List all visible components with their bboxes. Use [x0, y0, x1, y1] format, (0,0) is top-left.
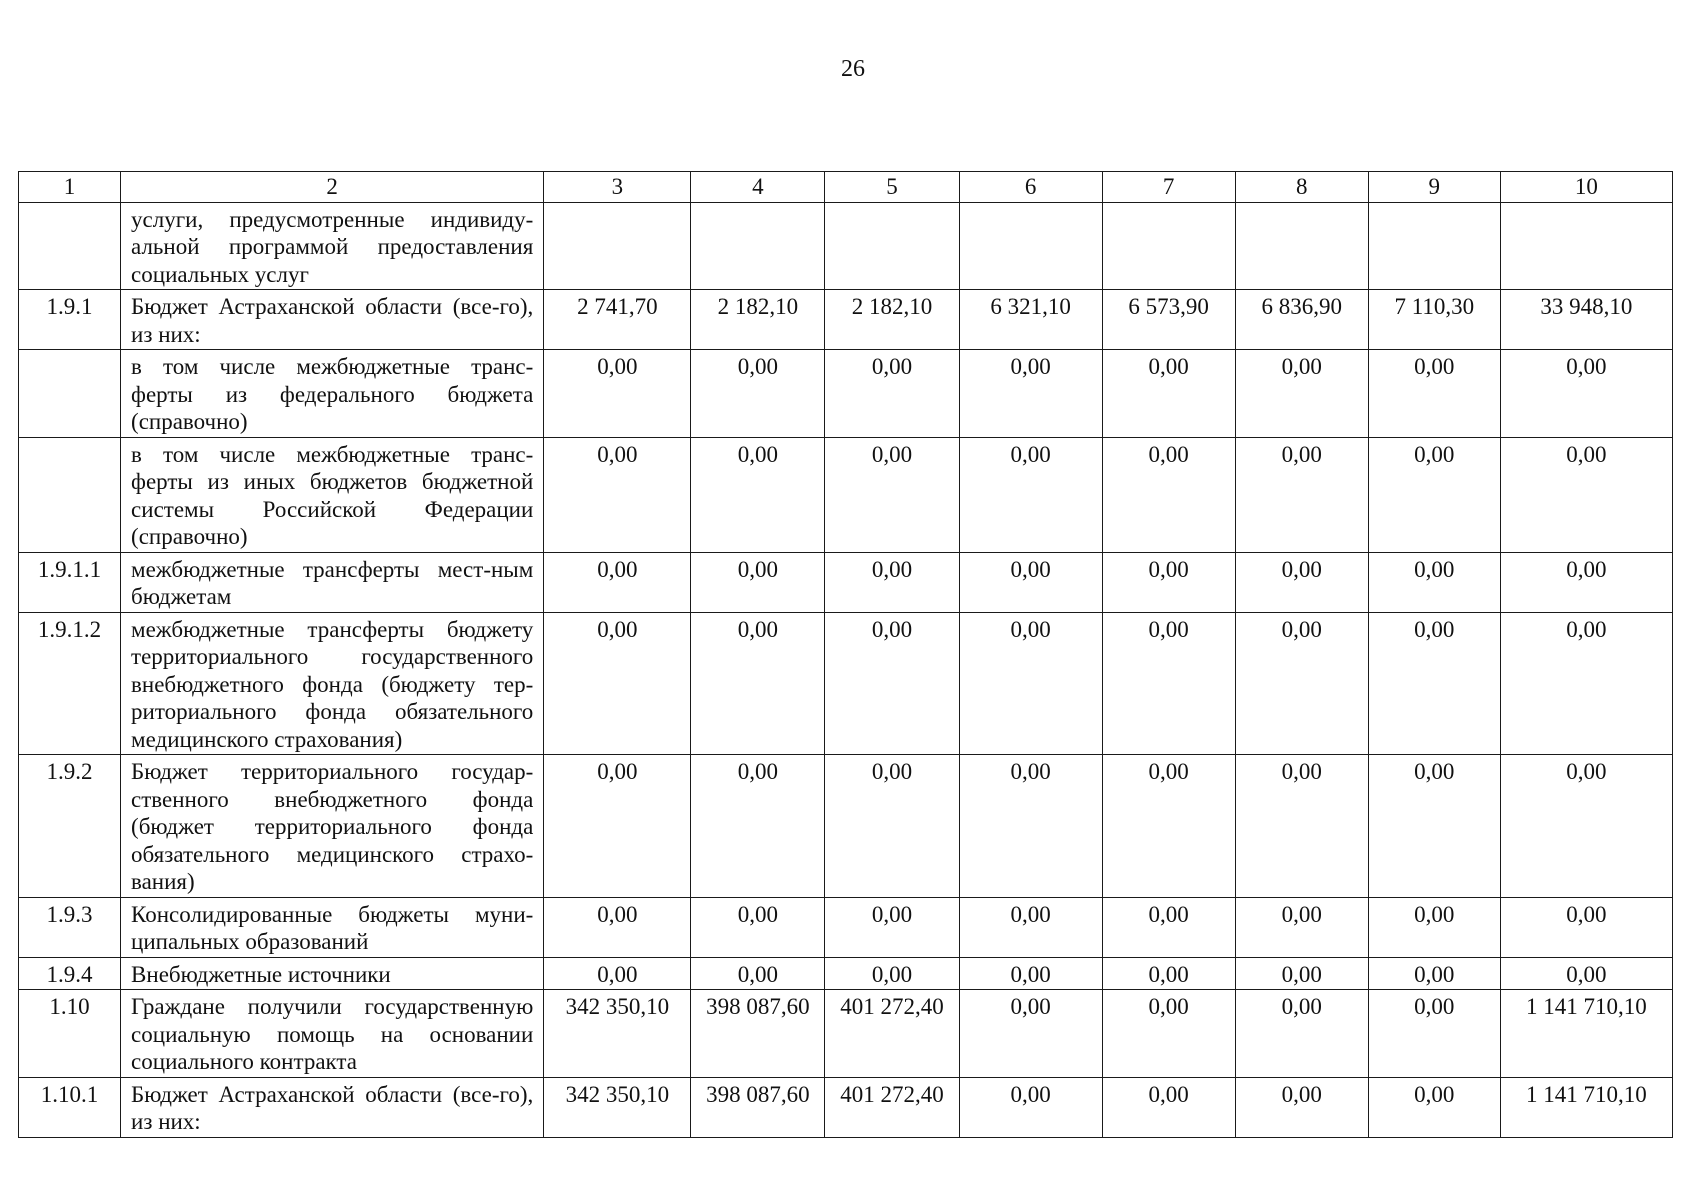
table-row	[19, 957, 1673, 990]
value-cell: 0,00	[1500, 897, 1672, 957]
value-cell: 2 741,70	[544, 290, 691, 350]
value-cell	[959, 202, 1102, 290]
value-cell: 0,00	[544, 437, 691, 552]
value-cell: 0,00	[1500, 957, 1672, 990]
value-cell	[1500, 202, 1672, 290]
value-cell: 0,00	[1368, 755, 1500, 898]
row-name: услуги, предусмотренные индивиду-альной программой предоставления социальных услуг	[121, 202, 544, 290]
table-row	[19, 897, 1673, 957]
value-cell: 0,00	[1102, 755, 1235, 898]
header-cell: 3	[544, 172, 691, 203]
value-cell	[1102, 202, 1235, 290]
header-cell: 2	[121, 172, 544, 203]
value-cell: 0,00	[959, 755, 1102, 898]
value-cell: 401 272,40	[825, 990, 959, 1078]
row-name: в том числе межбюджетные транс-ферты из федерального бюджета (справочно)	[121, 350, 544, 438]
value-cell: 33 948,10	[1500, 290, 1672, 350]
table-row	[19, 755, 1673, 898]
table-row	[19, 290, 1673, 350]
row-name: Бюджет Астраханской области (все-го), из них:	[121, 290, 544, 350]
value-cell: 0,00	[1500, 612, 1672, 755]
value-cell: 0,00	[1102, 437, 1235, 552]
header-cell: 1	[19, 172, 121, 203]
value-cell: 0,00	[544, 897, 691, 957]
row-number: 1.9.3	[19, 897, 121, 957]
value-cell: 1 141 710,10	[1500, 990, 1672, 1078]
value-cell: 0,00	[1235, 1077, 1368, 1137]
value-cell: 6 321,10	[959, 290, 1102, 350]
value-cell: 0,00	[1235, 437, 1368, 552]
value-cell	[1368, 202, 1500, 290]
table-row	[19, 437, 1673, 552]
value-cell: 0,00	[1235, 957, 1368, 990]
value-cell: 0,00	[1500, 552, 1672, 612]
row-name: Внебюджетные источники	[121, 957, 544, 990]
value-cell: 7 110,30	[1368, 290, 1500, 350]
header-cell: 4	[691, 172, 825, 203]
table-row	[19, 990, 1673, 1078]
value-cell: 0,00	[959, 350, 1102, 438]
value-cell: 0,00	[1102, 350, 1235, 438]
value-cell: 0,00	[825, 437, 959, 552]
value-cell: 0,00	[959, 957, 1102, 990]
header-cell: 10	[1500, 172, 1672, 203]
value-cell: 0,00	[691, 897, 825, 957]
value-cell: 0,00	[544, 957, 691, 990]
value-cell: 0,00	[959, 1077, 1102, 1137]
value-cell: 0,00	[1235, 990, 1368, 1078]
value-cell: 2 182,10	[825, 290, 959, 350]
row-name: Консолидированные бюджеты муни-ципальных образований	[121, 897, 544, 957]
row-number: 1.9.1.2	[19, 612, 121, 755]
value-cell: 0,00	[544, 612, 691, 755]
value-cell: 0,00	[691, 612, 825, 755]
value-cell: 0,00	[825, 897, 959, 957]
header-cell: 8	[1235, 172, 1368, 203]
row-number: 1.9.1.1	[19, 552, 121, 612]
value-cell: 0,00	[1368, 990, 1500, 1078]
value-cell	[1235, 202, 1368, 290]
value-cell: 0,00	[1368, 957, 1500, 990]
value-cell: 0,00	[1235, 755, 1368, 898]
value-cell: 0,00	[825, 350, 959, 438]
row-number: 1.10	[19, 990, 121, 1078]
value-cell: 0,00	[691, 552, 825, 612]
value-cell: 0,00	[1235, 552, 1368, 612]
value-cell: 0,00	[1235, 612, 1368, 755]
value-cell: 0,00	[959, 552, 1102, 612]
value-cell: 0,00	[1500, 437, 1672, 552]
value-cell: 0,00	[1368, 612, 1500, 755]
header-cell: 6	[959, 172, 1102, 203]
row-number	[19, 202, 121, 290]
value-cell: 0,00	[1235, 350, 1368, 438]
row-name: в том числе межбюджетные транс-ферты из иных бюджетов бюджетной системы Российской Федерации (справочно)	[121, 437, 544, 552]
table-row	[19, 552, 1673, 612]
value-cell: 0,00	[825, 612, 959, 755]
value-cell: 0,00	[544, 350, 691, 438]
value-cell: 0,00	[959, 990, 1102, 1078]
value-cell: 1 141 710,10	[1500, 1077, 1672, 1137]
value-cell: 0,00	[1368, 897, 1500, 957]
table-row	[19, 350, 1673, 438]
value-cell: 342 350,10	[544, 1077, 691, 1137]
row-number	[19, 437, 121, 552]
row-name: межбюджетные трансферты мест-ным бюджетам	[121, 552, 544, 612]
page-number: 26	[841, 56, 865, 82]
table-row	[19, 1077, 1673, 1137]
row-name: межбюджетные трансферты бюджету территориального государственного внебюджетного фонда (бюджету тер-риториального фонда обязательного медицинского страхования)	[121, 612, 544, 755]
value-cell: 0,00	[825, 552, 959, 612]
value-cell: 2 182,10	[691, 290, 825, 350]
value-cell: 0,00	[1500, 350, 1672, 438]
table-row	[19, 202, 1673, 290]
value-cell: 0,00	[1102, 897, 1235, 957]
value-cell: 0,00	[959, 437, 1102, 552]
value-cell: 0,00	[959, 612, 1102, 755]
value-cell: 0,00	[1368, 1077, 1500, 1137]
header-cell: 7	[1102, 172, 1235, 203]
value-cell: 398 087,60	[691, 1077, 825, 1137]
row-number: 1.9.4	[19, 957, 121, 990]
value-cell: 342 350,10	[544, 990, 691, 1078]
row-name: Бюджет Астраханской области (все-го), из них:	[121, 1077, 544, 1137]
value-cell: 0,00	[959, 897, 1102, 957]
value-cell: 0,00	[1102, 1077, 1235, 1137]
table-row	[19, 612, 1673, 755]
row-number: 1.9.2	[19, 755, 121, 898]
value-cell: 0,00	[1102, 957, 1235, 990]
value-cell: 0,00	[1235, 897, 1368, 957]
value-cell: 398 087,60	[691, 990, 825, 1078]
row-number: 1.9.1	[19, 290, 121, 350]
value-cell: 0,00	[1102, 612, 1235, 755]
value-cell: 0,00	[1368, 350, 1500, 438]
value-cell: 0,00	[1500, 755, 1672, 898]
value-cell: 401 272,40	[825, 1077, 959, 1137]
value-cell: 0,00	[691, 957, 825, 990]
value-cell: 0,00	[1368, 437, 1500, 552]
value-cell: 0,00	[544, 552, 691, 612]
row-name: Бюджет территориального государ-ственного внебюджетного фонда (бюджет территориального фонда обязательного медицинского страхо-вания)	[121, 755, 544, 898]
value-cell: 6 573,90	[1102, 290, 1235, 350]
value-cell: 0,00	[825, 755, 959, 898]
value-cell	[825, 202, 959, 290]
row-name: Граждане получили государственную социальную помощь на основании социального контракта	[121, 990, 544, 1078]
value-cell: 0,00	[1368, 552, 1500, 612]
value-cell: 0,00	[691, 350, 825, 438]
value-cell	[544, 202, 691, 290]
row-number	[19, 350, 121, 438]
value-cell: 0,00	[544, 755, 691, 898]
value-cell: 6 836,90	[1235, 290, 1368, 350]
header-cell: 5	[825, 172, 959, 203]
value-cell: 0,00	[825, 957, 959, 990]
column-number-row	[19, 172, 1673, 203]
value-cell: 0,00	[1102, 990, 1235, 1078]
value-cell: 0,00	[691, 755, 825, 898]
header-cell: 9	[1368, 172, 1500, 203]
value-cell: 0,00	[691, 437, 825, 552]
row-number: 1.10.1	[19, 1077, 121, 1137]
value-cell	[691, 202, 825, 290]
value-cell: 0,00	[1102, 552, 1235, 612]
budget-table	[18, 171, 1673, 1138]
